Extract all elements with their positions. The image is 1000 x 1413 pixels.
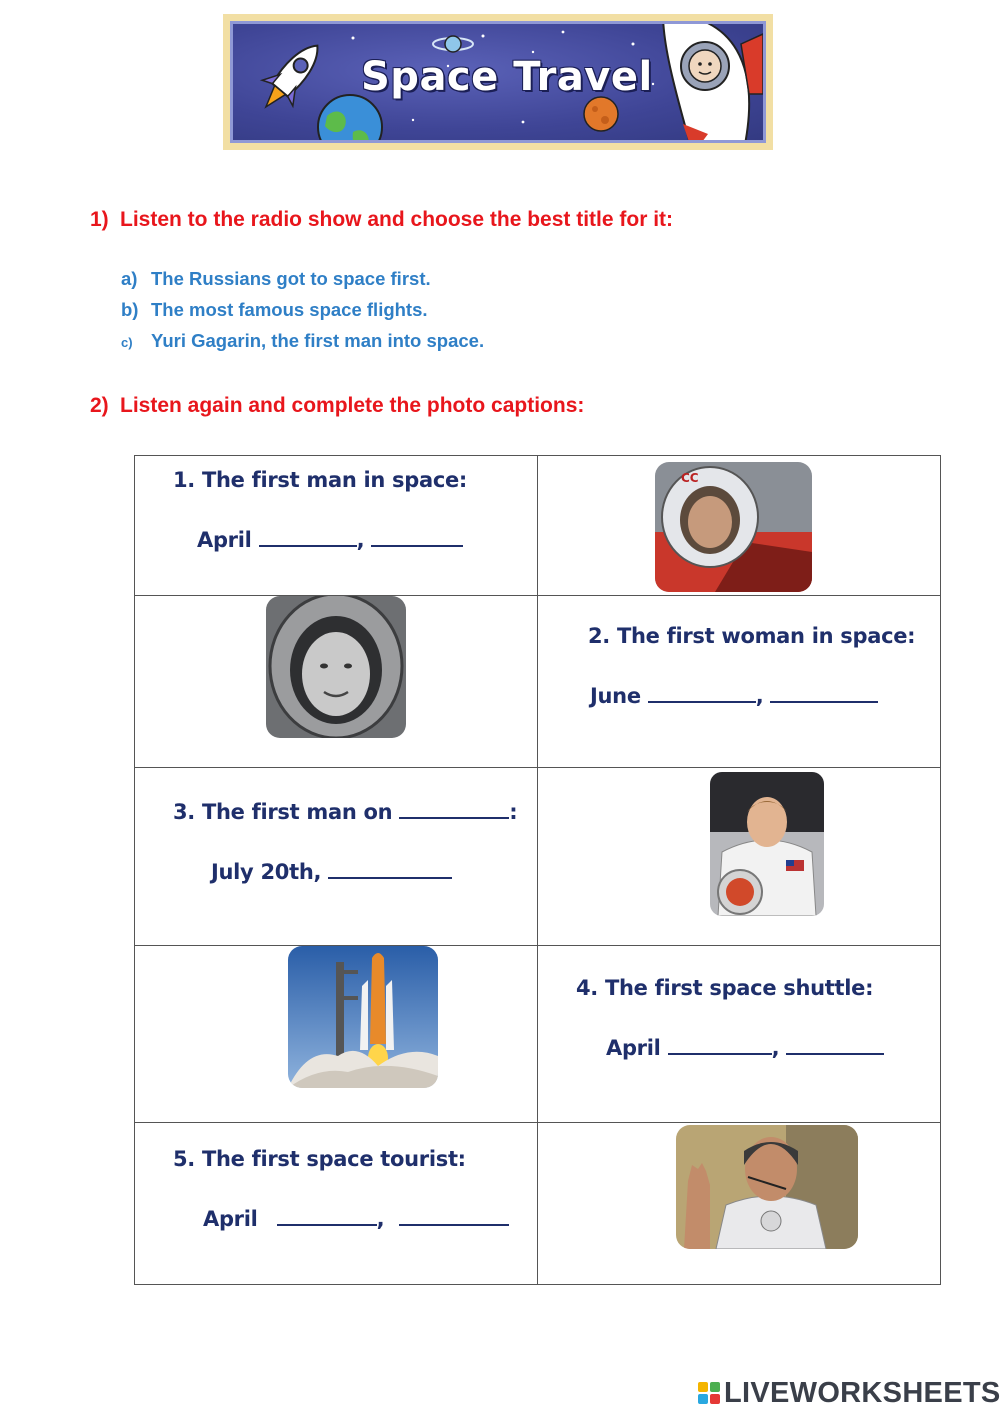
caption-4-date xyxy=(606,1036,884,1060)
banner-title: Space Travel xyxy=(361,54,653,100)
caption-2-month: June xyxy=(590,684,641,708)
caption-4-day-blank[interactable] xyxy=(668,1037,772,1055)
caption-2-comma: , xyxy=(755,684,764,708)
caption-cell-5 xyxy=(135,1123,538,1285)
svg-text:CC: CC xyxy=(681,471,699,485)
caption-cell-4 xyxy=(538,946,941,1123)
liveworksheets-logo[interactable] xyxy=(698,1378,1000,1408)
question-2-text: Listen again and complete the photo captions: xyxy=(120,394,585,417)
table-row xyxy=(135,1123,941,1285)
caption-1-month: April xyxy=(197,528,252,552)
caption-4-comma: , xyxy=(771,1036,780,1060)
caption-3-place-blank[interactable] xyxy=(399,801,509,819)
space-shuttle-photo xyxy=(288,946,438,1088)
tereshkova-photo xyxy=(266,596,406,738)
caption-cell-3 xyxy=(135,768,538,946)
caption-2-title: 2. The first woman in space: xyxy=(588,624,916,648)
question-2-number: 2) xyxy=(90,394,109,417)
caption-1-title: 1. The first man in space: xyxy=(173,468,468,492)
table-row xyxy=(135,946,941,1123)
caption-5-year-blank[interactable] xyxy=(399,1208,509,1226)
caption-1-date xyxy=(197,528,463,552)
caption-4-title: 4. The first space shuttle: xyxy=(576,976,874,1000)
caption-2-year-blank[interactable] xyxy=(770,685,878,703)
caption-1-day-blank[interactable] xyxy=(259,529,357,547)
gagarin-photo xyxy=(655,462,812,592)
caption-5-date xyxy=(203,1207,509,1231)
logo-mark-icon xyxy=(698,1382,720,1404)
banner-background xyxy=(230,21,766,143)
question-1-heading xyxy=(90,208,673,232)
caption-5-month: April xyxy=(203,1207,258,1231)
caption-3-title xyxy=(173,800,517,824)
option-b-text: The most famous space flights. xyxy=(151,299,428,320)
question-1-options xyxy=(121,268,484,361)
caption-4-month: April xyxy=(606,1036,661,1060)
photo-cell-5 xyxy=(538,1123,941,1285)
option-c-letter: c) xyxy=(121,335,133,350)
question-1-text: Listen to the radio show and choose the best title for it: xyxy=(120,208,674,231)
space-travel-banner xyxy=(223,14,773,150)
photo-cell-1 xyxy=(538,456,941,596)
caption-2-date xyxy=(590,684,878,708)
caption-3-colon: : xyxy=(509,800,518,824)
option-b-letter: b) xyxy=(121,299,139,320)
space-tourist-photo xyxy=(676,1125,858,1249)
option-a-text: The Russians got to space first. xyxy=(151,268,431,289)
option-b[interactable] xyxy=(121,299,484,330)
photo-cell-4 xyxy=(135,946,538,1123)
option-c-text: Yuri Gagarin, the first man into space. xyxy=(151,330,485,351)
option-a-letter: a) xyxy=(121,268,138,289)
caption-3-title-text: 3. The first man on xyxy=(173,800,393,824)
caption-1-year-blank[interactable] xyxy=(371,529,463,547)
caption-5-day-blank[interactable] xyxy=(277,1208,377,1226)
caption-4-year-blank[interactable] xyxy=(786,1037,884,1055)
photo-captions-table xyxy=(134,455,941,1285)
option-a[interactable] xyxy=(121,268,484,299)
armstrong-photo xyxy=(710,772,824,916)
caption-3-date xyxy=(211,860,452,884)
caption-2-day-blank[interactable] xyxy=(648,685,756,703)
option-c[interactable] xyxy=(121,330,484,361)
caption-cell-1 xyxy=(135,456,538,596)
logo-text: LIVEWORKSHEETS xyxy=(724,1376,1000,1409)
table-row xyxy=(135,768,941,946)
caption-3-day: July 20th, xyxy=(211,860,322,884)
mars-icon xyxy=(581,94,621,134)
question-1-number: 1) xyxy=(90,208,109,231)
caption-cell-2 xyxy=(538,596,941,768)
table-row xyxy=(135,596,941,768)
caption-5-title: 5. The first space tourist: xyxy=(173,1147,466,1171)
astronaut-rocket-icon xyxy=(653,24,763,140)
caption-5-comma: , xyxy=(376,1207,385,1231)
photo-cell-2 xyxy=(135,596,538,768)
photo-cell-3 xyxy=(538,768,941,946)
caption-3-year-blank[interactable] xyxy=(328,861,452,879)
caption-1-comma: , xyxy=(356,528,365,552)
question-2-heading xyxy=(90,394,584,418)
table-row xyxy=(135,456,941,596)
